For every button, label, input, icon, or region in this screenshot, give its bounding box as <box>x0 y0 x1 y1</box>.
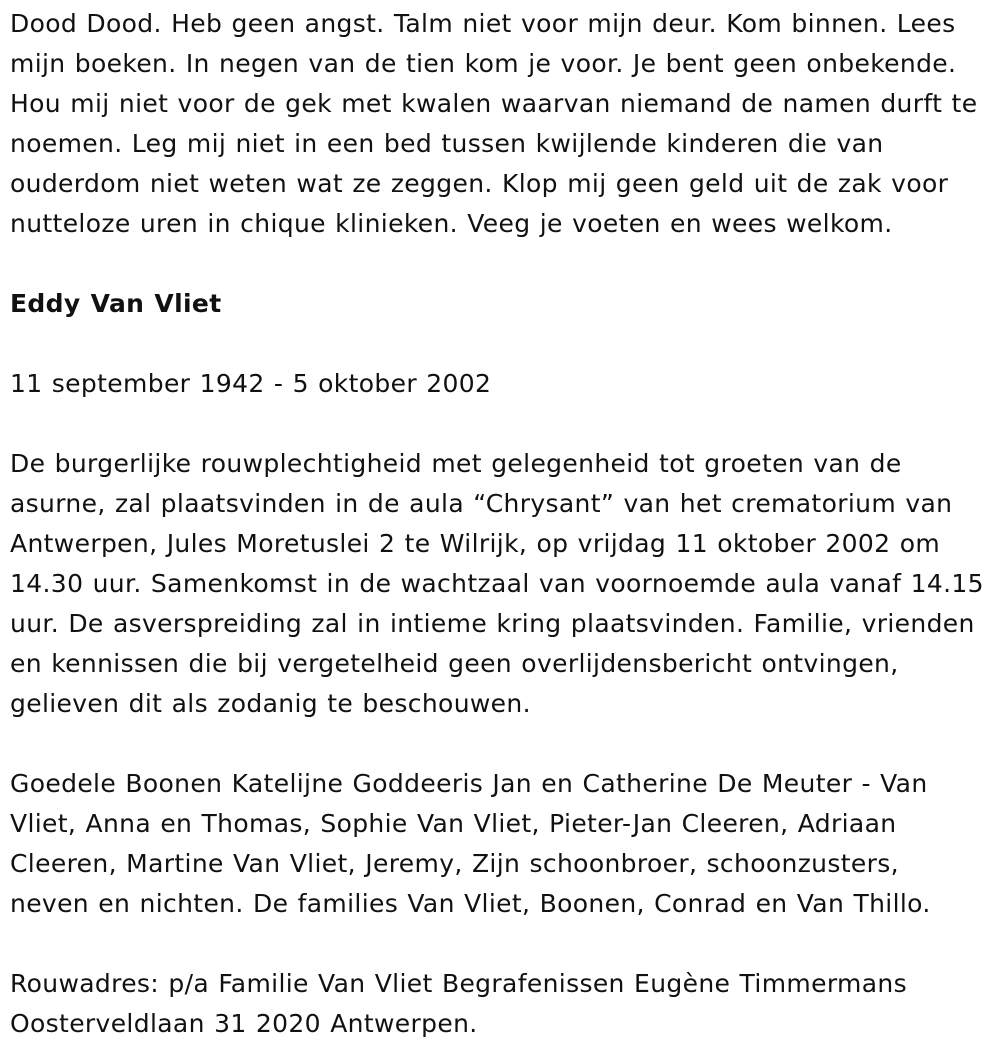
ceremony-paragraph: De burgerlijke rouwplechtigheid met gelegenheid tot groeten van de asurne, zal plaatsvinden in de aula “Chrysant” van het crematorium van Antwerpen, Jules Moretuslei 2 te Wilrijk, op vrijdag 11 oktober 2002 om 14.30 uur. Samenkomst in de wachtzaal van voornoemde aula vanaf 14.15 uur. De asverspreiding zal in intieme kring plaatsvinden. Familie, vrienden en kennissen die bij vergetelheid geen overlijdensbericht ontvingen, gelieven dit als zodanig te beschouwen. <box>10 449 984 718</box>
deceased-name: Eddy Van Vliet <box>10 289 222 318</box>
poem-paragraph: Dood Dood. Heb geen angst. Talm niet voor mijn deur. Kom binnen. Lees mijn boeken. In negen van de tien kom je voor. Je bent geen onbekende. Hou mij niet voor de gek met kwalen waarvan niemand de namen durft te noemen. Leg mij niet in een bed tussen kwijlende kinderen die van ouderdom niet weten wat ze zeggen. Klop mij geen geld uit de zak voor nutteloze uren in chique klinieken. Veeg je voeten en wees welkom. <box>10 9 978 238</box>
life-dates: 11 september 1942 - 5 oktober 2002 <box>10 369 492 398</box>
obituary-document <box>10 4 985 1044</box>
address-paragraph: Rouwadres: p/a Familie Van Vliet Begrafenissen Eugène Timmermans Oosterveldlaan 31 2020 Antwerpen. <box>10 969 907 1038</box>
family-paragraph: Goedele Boonen Katelijne Goddeeris Jan en Catherine De Meuter - Van Vliet, Anna en Thomas, Sophie Van Vliet, Pieter-Jan Cleeren, Adriaan Cleeren, Martine Van Vliet, Jeremy, Zijn schoonbroer, schoonzusters, neven en nichten. De families Van Vliet, Boonen, Conrad en Van Thillo. <box>10 769 931 918</box>
